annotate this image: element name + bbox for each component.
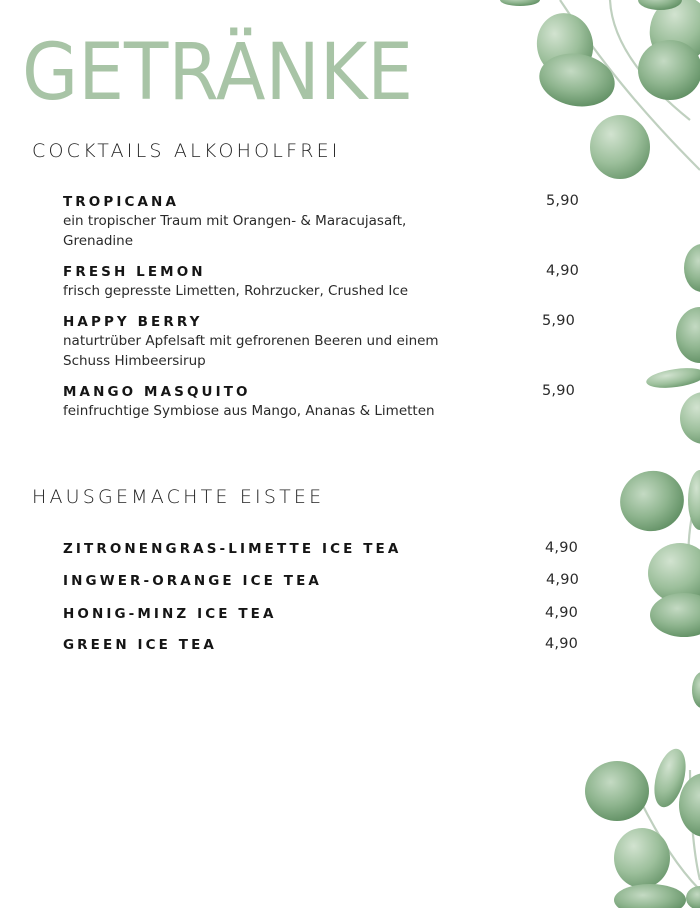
item-price: 5,90 [542, 313, 576, 329]
item-name: HAPPY BERRY [63, 314, 203, 330]
item-price: 4,90 [545, 605, 579, 621]
item-name: MANGO MASQUITO [63, 384, 251, 400]
menu-item [63, 263, 583, 301]
section-heading-eistee: HAUSGEMACHTE EISTEE [32, 486, 325, 508]
item-description: ein tropischer Traum mit Orangen- & Maracujasaft, [63, 213, 407, 229]
item-description: frisch gepresste Limetten, Rohrzucker, Crushed Ice [63, 283, 409, 299]
item-name: GREEN ICE TEA [63, 637, 217, 653]
item-description: feinfruchtige Symbiose aus Mango, Ananas & Limetten [63, 403, 435, 419]
item-name: INGWER-ORANGE ICE TEA [63, 573, 322, 589]
item-price: 5,90 [542, 383, 576, 399]
menu-item [63, 313, 583, 371]
menu-item [63, 572, 583, 590]
item-name: HONIG-MINZ ICE TEA [63, 606, 277, 622]
item-description: Grenadine [63, 233, 134, 249]
item-name: TROPICANA [63, 194, 179, 210]
item-name: ZITRONENGRAS-LIMETTE ICE TEA [63, 541, 402, 557]
section-heading-cocktails: COCKTAILS ALKOHOLFREI [32, 140, 341, 162]
menu-item [63, 193, 583, 251]
item-name: FRESH LEMON [63, 264, 206, 280]
item-price: 4,90 [546, 263, 580, 279]
item-price: 4,90 [545, 540, 579, 556]
menu-item [63, 540, 583, 558]
menu-item [63, 605, 583, 623]
item-price: 4,90 [546, 572, 580, 588]
item-description: Schuss Himbeersirup [63, 353, 206, 369]
item-price: 4,90 [545, 636, 579, 652]
item-description: naturtrüber Apfelsaft mit gefrorenen Beeren und einem [63, 333, 439, 349]
menu-item [63, 636, 583, 654]
menu-item [63, 383, 583, 421]
item-price: 5,90 [546, 193, 580, 209]
page-title: GETRÄNKE [22, 28, 414, 118]
